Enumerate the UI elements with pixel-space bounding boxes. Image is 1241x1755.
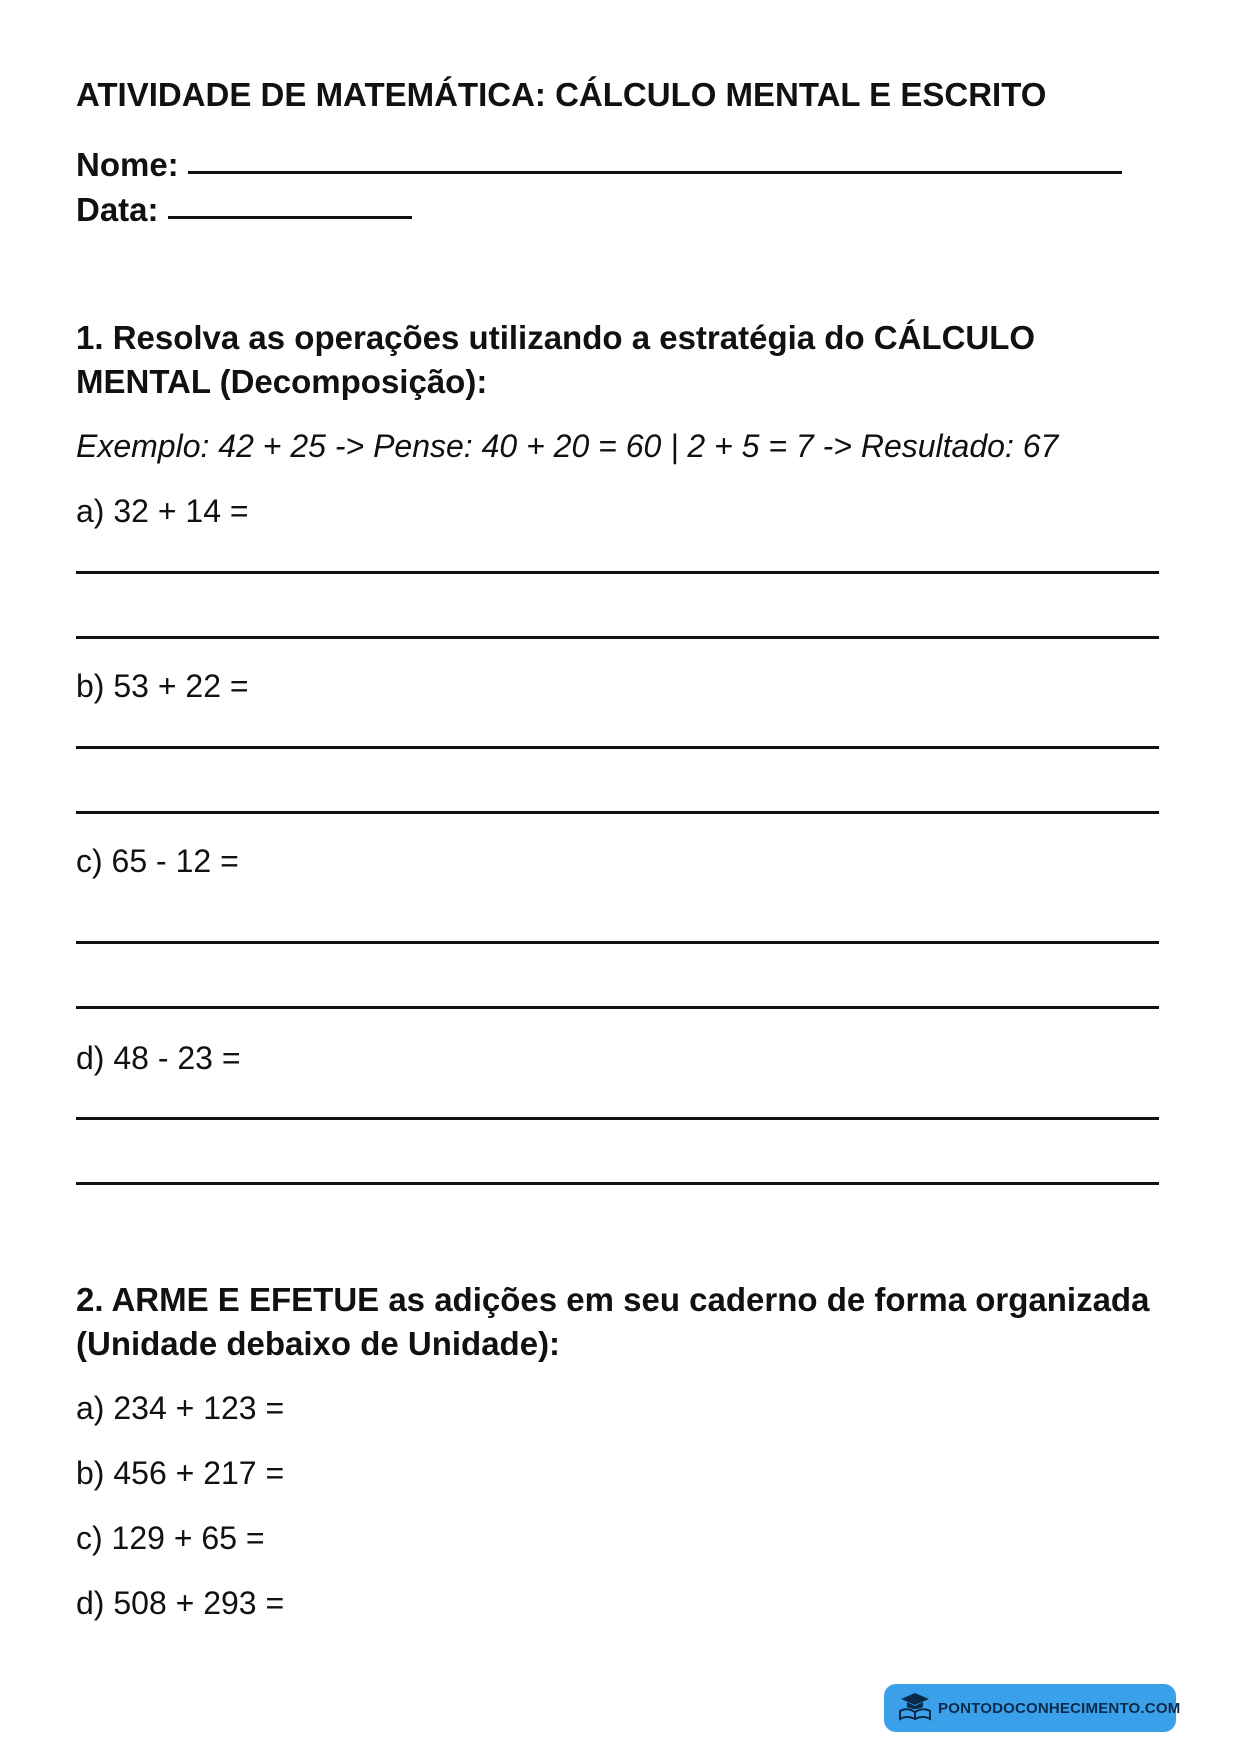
- item-1b-label: b) 53 + 22 =: [76, 668, 249, 704]
- answer-line-1a-2[interactable]: [76, 636, 1159, 639]
- graduation-book-icon: [898, 1691, 932, 1726]
- answer-line-1c-1[interactable]: [76, 941, 1159, 944]
- answer-line-1d-1[interactable]: [76, 1117, 1159, 1120]
- item-1c-label: c) 65 - 12 =: [76, 843, 239, 879]
- section2-heading-line2: (Unidade debaixo de Unidade):: [76, 1325, 561, 1362]
- item-2c-label: c) 129 + 65 =: [76, 1520, 265, 1556]
- answer-line-1a-1[interactable]: [76, 571, 1159, 574]
- name-label: Nome:: [76, 146, 179, 183]
- item-1a-label: a) 32 + 14 =: [76, 493, 249, 529]
- item-2a-label: a) 234 + 123 =: [76, 1390, 285, 1426]
- section2-heading-bold: 2. ARME E EFETUE: [76, 1281, 380, 1318]
- name-field[interactable]: [76, 141, 1122, 184]
- worksheet-title: ATIVIDADE DE MATEMÁTICA: CÁLCULO MENTAL E ESCRITO: [76, 76, 1047, 113]
- answer-line-1b-1[interactable]: [76, 746, 1159, 749]
- section1-example: Exemplo: 42 + 25 -> Pense: 40 + 20 = 60 | 2 + 5 = 7 -> Resultado: 67: [76, 428, 1059, 464]
- badge-text: PONTODOCONHECIMENTO.COM: [938, 1699, 1181, 1717]
- answer-line-1d-2[interactable]: [76, 1182, 1159, 1185]
- answer-line-1c-2[interactable]: [76, 1006, 1159, 1009]
- site-badge[interactable]: [884, 1684, 1181, 1732]
- item-1d-label: d) 48 - 23 =: [76, 1040, 241, 1076]
- item-2b-label: b) 456 + 217 =: [76, 1455, 285, 1491]
- item-2d-label: d) 508 + 293 =: [76, 1585, 285, 1621]
- section2-heading-rest: as adições em seu caderno de forma organizada: [379, 1281, 1150, 1318]
- date-label: Data:: [76, 191, 159, 228]
- date-blank-line[interactable]: [168, 184, 412, 219]
- section1-heading-line1: 1. Resolva as operações utilizando a estratégia do CÁLCULO: [76, 319, 1036, 356]
- section1-heading: [76, 316, 1035, 404]
- section1-heading-line2: MENTAL (Decomposição):: [76, 363, 488, 400]
- section2-heading: [76, 1278, 1149, 1366]
- date-field[interactable]: [76, 186, 412, 229]
- answer-line-1b-2[interactable]: [76, 811, 1159, 814]
- section2-heading-line1: [76, 1278, 1149, 1322]
- name-blank-line[interactable]: [188, 139, 1122, 174]
